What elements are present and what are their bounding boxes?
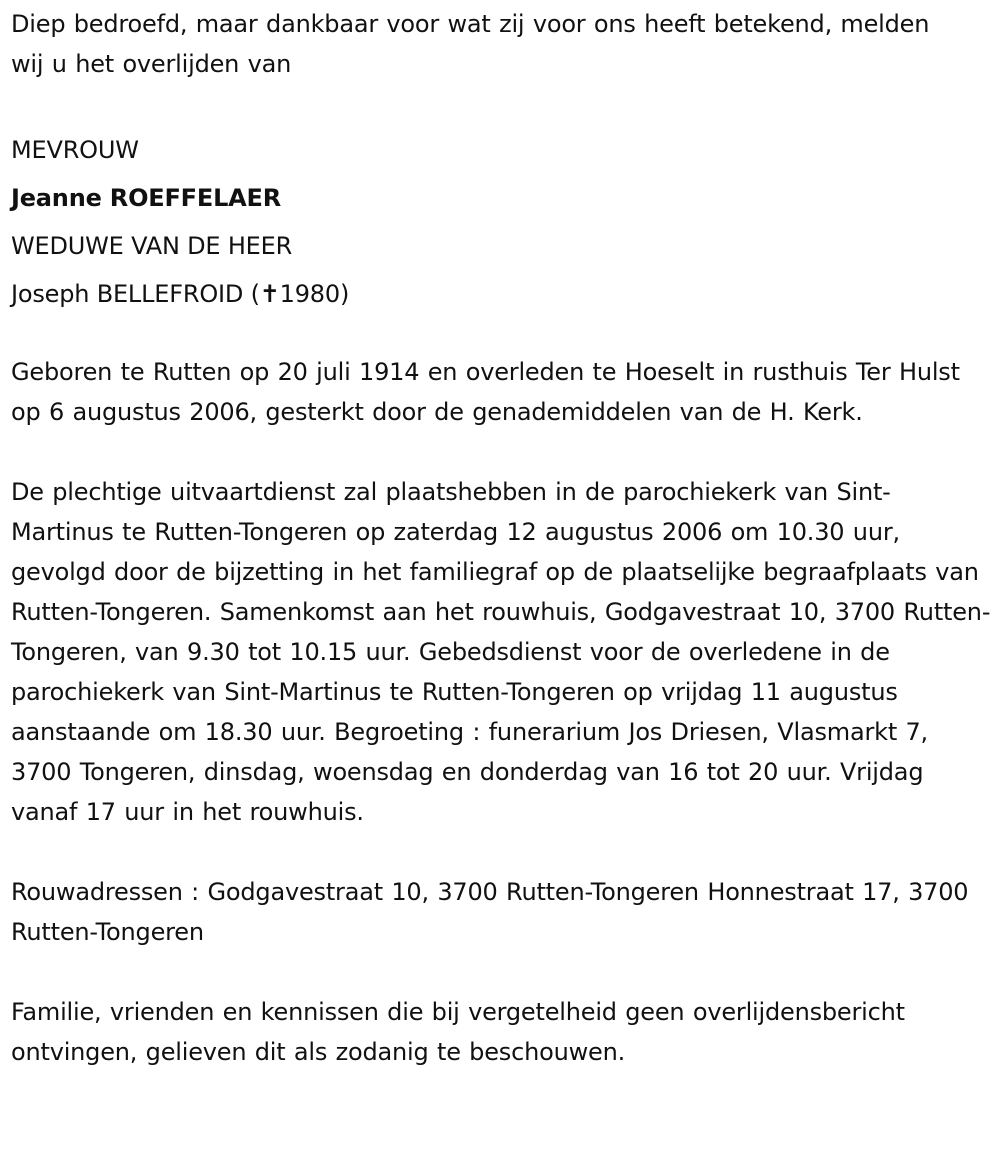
birth-death-paragraph: Geboren te Rutten op 20 juli 1914 en overleden te Hoeselt in rusthuis Ter Hulst op 6 augustus 2006, gesterkt door de genademiddelen van de H. Kerk. xyxy=(11,358,960,426)
spacer xyxy=(11,84,993,124)
deceased-name: Jeanne ROEFFELAER xyxy=(11,184,282,212)
spacer xyxy=(11,318,993,352)
spacer xyxy=(11,952,993,992)
spacer xyxy=(11,432,993,472)
spacer xyxy=(11,832,993,872)
deceased-title-block xyxy=(11,126,993,318)
ceremony-paragraph: De plechtige uitvaartdienst zal plaatshebben in de parochiekerk van Sint-Martinus te Rutten-Tongeren op zaterdag 12 augustus 2006 om 10.30 uur, gevolgd door de bijzetting in het familiegraf op de plaatselijke begraafplaats van Rutten-Tongeren. Samenkomst aan het rouwhuis, Godgavestraat 10, 3700 Rutten-Tongeren, van 9.30 tot 10.15 uur. Gebedsdienst voor de overledene in de parochiekerk van Sint-Martinus te Rutten-Tongeren op vrijdag 11 augustus aanstaande om 18.30 uur. Begroeting : funerarium Jos Driesen, Vlasmarkt 7, 3700 Tongeren, dinsdag, woensdag en donderdag van 16 tot 20 uur. Vrijdag vanaf 17 uur in het rouwhuis. xyxy=(11,478,991,826)
spouse-name: Joseph BELLEFROID (✝1980) xyxy=(11,280,350,308)
closing-paragraph: Familie, vrienden en kennissen die bij vergetelheid geen overlijdensbericht ontvingen, gelieven dit als zodanig te beschouwen. xyxy=(11,998,905,1066)
mourning-addresses: Rouwadressen : Godgavestraat 10, 3700 Rutten-Tongeren Honnestraat 17, 3700 Rutten-Tongeren xyxy=(11,878,969,946)
intro-text: Diep bedroefd, maar dankbaar voor wat zij voor ons heeft betekend, melden wij u het overlijden van xyxy=(11,10,930,78)
honorific: MEVROUW xyxy=(11,136,139,164)
obituary-document xyxy=(11,4,993,1072)
relation-line: WEDUWE VAN DE HEER xyxy=(11,232,293,260)
